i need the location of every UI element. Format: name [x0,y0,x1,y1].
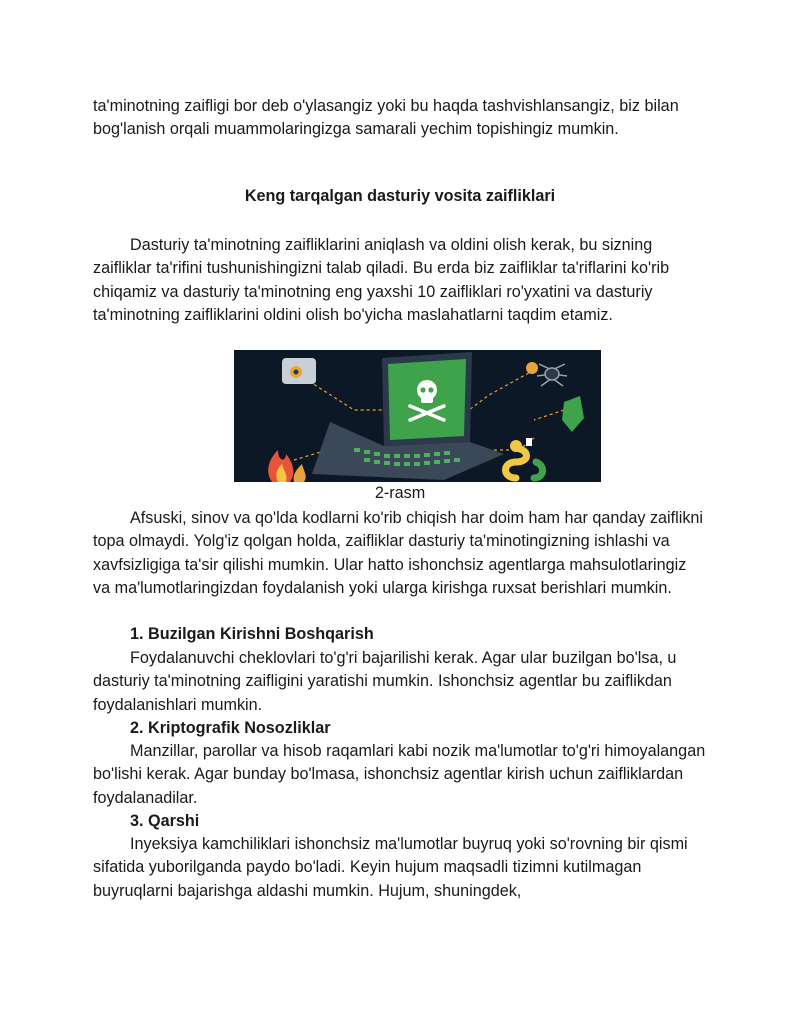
list-item-1-text: Foydalanuvchi cheklovlari to'g'ri bajarilishi kerak. Agar ular buzilgan bo'lsa, u dasturiy ta'minotning zaifligini yaratishi mumkin. Ishonchsiz agentlar bu zaiflikdan foydalanishlari mumkin. [93,649,677,714]
paragraph-2: Afsuski, sinov va qo'lda kodlarni ko'rib chiqish har doim ham har qanday zaiflikni topa olmaydi. Yolg'iz qolgan holda, zaifliklar dasturiy ta'minotingizning ishlashi va xavfsizligiga ta'sir qilishi mumkin. Ular hatto ishonchsiz agentlarga mahsulotlaringiz va ma'lumotlaringizdan foydalanish yoki ularga kirishga ruxsat berishlari mumkin. [93,509,704,597]
list-item-2-title: 2. Kriptografik Nosozliklar [130,719,331,737]
paragraph-1: Dasturiy ta'minotning zaifliklarini aniqlash va oldini olish kerak, bu sizning zaifliklar ta'rifini tushunishingizni talab qiladi. Bu erda biz zaifliklar ta'riflarini ko'rib chiqamiz va dasturiy ta'minotning eng yaxshi 10 zaifliklari ro'yxatini va dasturiy ta'minotning zaifliklarini oldini olish bo'yicha maslahatlarni taqdim etamiz. [93,236,670,324]
list-item-1-title: 1. Buzilgan Kirishni Boshqarish [130,625,374,643]
section-heading: Keng tarqalgan dasturiy vosita zaifliklari [244,187,556,205]
list-item-3-title: 3. Qarshi [130,812,200,830]
list-item-2-text: Manzillar, parollar va hisob raqamlari kabi nozik ma'lumotlar to'g'ri himoyalangan bo'lishi kerak. Agar bunday bo'lmasa, ishonchsiz agentlar kirish uchun zaifliklardan foydalanadilar. [93,742,706,807]
intro-paragraph: ta'minotning zaifligi bor deb o'ylasangiz yoki bu haqda tashvishlansangiz, biz bilan bog'lanish orqali muammolaringizga samarali yechim topishingiz mumkin. [93,97,679,139]
figure-illustration [234,350,601,482]
figure-caption: 2-rasm [374,484,426,502]
padlock-icon [282,358,316,384]
list-item-3-text: Inyeksiya kamchiliklari ishonchsiz ma'lumotlar buyruq yoki so'rovning bir qismi sifatida yuborilganda paydo bo'ladi. Keyin hujum maqsadli tizimni kutilmagan buyruqlarni bajarishga aldashi mumkin. Hujum, shuningdek, [93,835,688,900]
cybersecurity-illustration [234,350,601,482]
